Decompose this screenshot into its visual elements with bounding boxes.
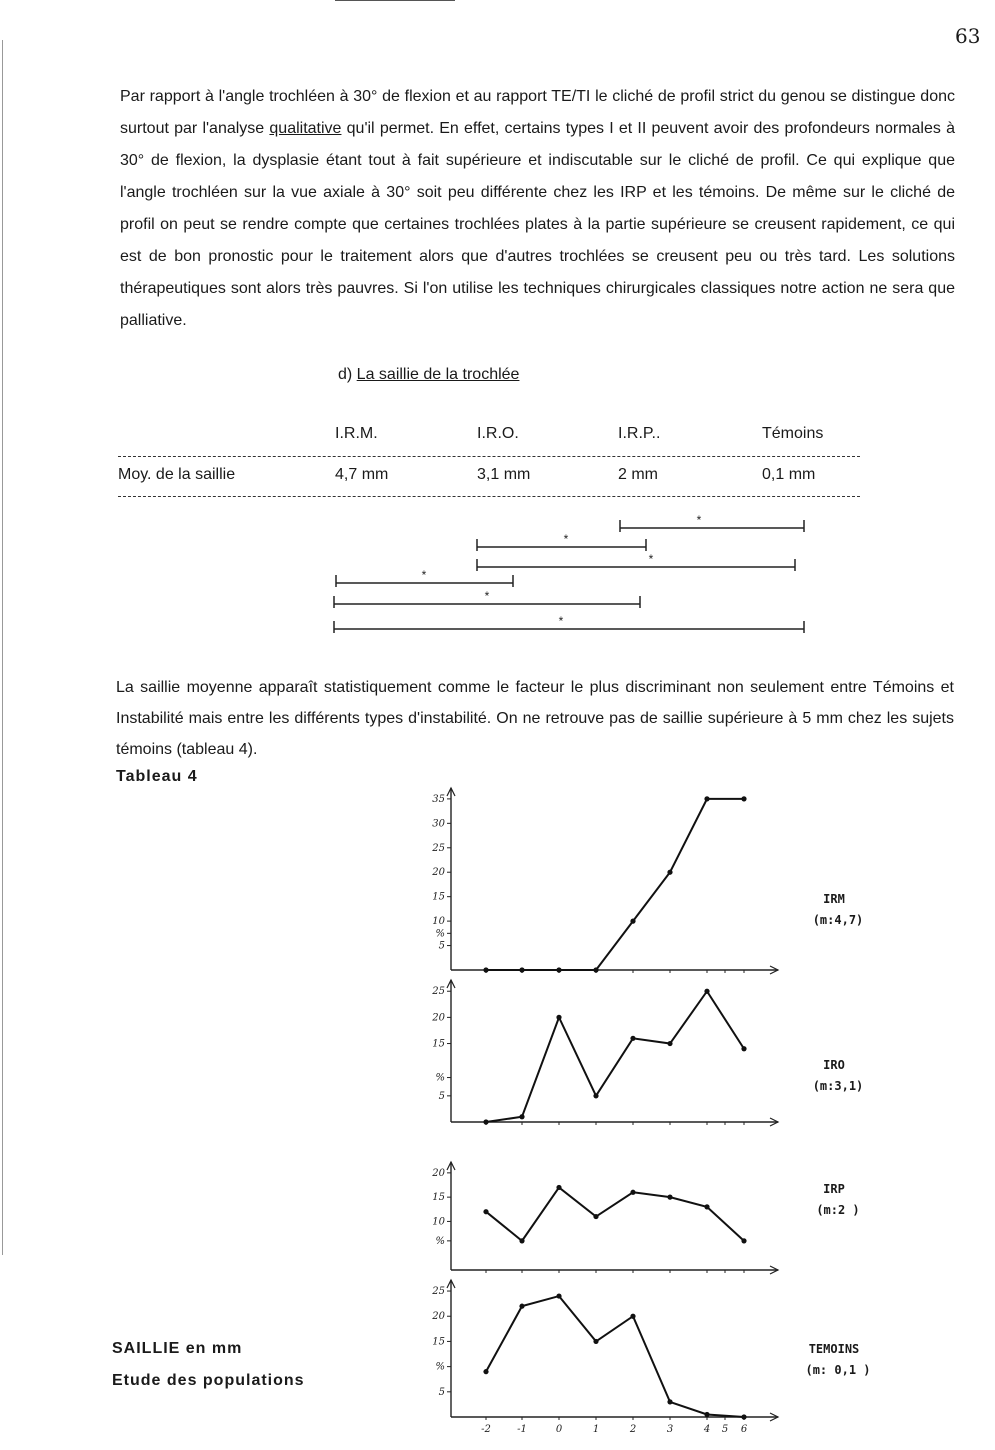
data-point bbox=[704, 1204, 709, 1209]
x-tick-label: 3 bbox=[666, 1424, 674, 1435]
table-cell-irp: 2 mm bbox=[618, 466, 658, 483]
series-mean-label: (m:2 ) bbox=[816, 1203, 860, 1217]
data-point bbox=[741, 1046, 746, 1051]
data-point bbox=[593, 1214, 598, 1219]
series-line bbox=[486, 991, 744, 1122]
data-point bbox=[519, 1304, 524, 1309]
y-tick-label: 25 bbox=[432, 986, 445, 998]
table-header-iro: I.R.O. bbox=[477, 425, 519, 442]
paragraph-discriminant: La saillie moyenne apparaît statistiquement comme le facteur le plus discriminant non seulement entre Témoins et Instabilité mais entre les différents types d'instabilité. On ne retrouve pas de saillie supérieure à 5 mm chez les sujets témoins (tableau 4). bbox=[116, 679, 954, 758]
table-cell-iro: 3,1 mm bbox=[477, 466, 531, 483]
y-tick-label: 25 bbox=[432, 842, 445, 854]
x-tick-label: -1 bbox=[517, 1424, 527, 1435]
series-mean-label: (m:3,1) bbox=[812, 1079, 864, 1093]
y-tick-label: % bbox=[435, 1235, 445, 1247]
data-point bbox=[556, 1185, 561, 1190]
data-point bbox=[519, 1114, 524, 1119]
y-tick-label: 20 bbox=[432, 1012, 445, 1024]
data-point bbox=[704, 796, 709, 801]
x-tick-label: 5 bbox=[721, 1424, 729, 1435]
y-tick-label: 20 bbox=[432, 1311, 445, 1323]
data-point bbox=[556, 967, 561, 972]
table-cell-temoins: 0,1 mm bbox=[762, 466, 816, 483]
data-point bbox=[741, 796, 746, 801]
significance-star: * bbox=[563, 532, 569, 546]
caption-line-1: SAILLIE en mm bbox=[112, 1340, 243, 1357]
series-line bbox=[486, 799, 744, 970]
data-point bbox=[556, 1015, 561, 1020]
y-tick-label: 30 bbox=[432, 818, 445, 830]
paragraph-text: qu'il permet. En effet, certains types I et II peuvent avoir des profondeurs normales à 30° de flexion, la dysplasie étant tout à fait supérieure et indiscutable sur le cliché de profil. Ce qui explique que l'angle trochléen sur la vue axiale à 30° soit peu différente chez les IRP et les témoins. De même sur le cliché de profil on peut se rendre compte que certaines trochlées plates à la partie supérieure se creusent rapidement, ce qui est de bon pronostic pour le traitement alors que d'autres trochlées se creusent peu ou très tard. Les solutions thérapeutiques sont alors très pauvres. Si l'on utilise les techniques chirurgicales classiques notre action ne sera que palliative. bbox=[120, 120, 955, 329]
caption-line-2: Etude des populations bbox=[112, 1372, 305, 1389]
page-number: 63 bbox=[955, 24, 981, 48]
data-point bbox=[667, 1041, 672, 1046]
section-prefix: d) bbox=[338, 366, 357, 383]
significance-star: * bbox=[696, 513, 702, 527]
table-header-irm: I.R.M. bbox=[335, 425, 378, 442]
data-point bbox=[741, 1414, 746, 1419]
x-tick-label: 0 bbox=[555, 1424, 563, 1435]
x-tick-label: 4 bbox=[703, 1424, 711, 1435]
data-point bbox=[519, 1238, 524, 1243]
tableau-label: Tableau 4 bbox=[116, 768, 198, 785]
series-mean-label: (m: 0,1 ) bbox=[805, 1363, 871, 1377]
series-label: IRM bbox=[823, 892, 845, 906]
y-tick-label: % bbox=[435, 1361, 445, 1373]
y-tick-label: 5 bbox=[438, 1090, 445, 1102]
x-tick-label: -2 bbox=[481, 1424, 491, 1435]
series-label: IRO bbox=[823, 1058, 845, 1072]
data-point bbox=[556, 1293, 561, 1298]
x-tick-label: 2 bbox=[629, 1424, 637, 1435]
y-tick-label: 15 bbox=[432, 891, 445, 903]
y-tick-label: 5 bbox=[438, 1386, 445, 1398]
series-mean-label: (m:4,7) bbox=[812, 913, 864, 927]
y-tick-label: 15 bbox=[432, 1038, 445, 1050]
data-point bbox=[667, 870, 672, 875]
data-point bbox=[483, 967, 488, 972]
y-tick-label: 15 bbox=[432, 1336, 445, 1348]
series-label: TEMOINS bbox=[808, 1342, 860, 1356]
table-header-irp: I.R.P.. bbox=[618, 425, 661, 442]
y-tick-label: 10 bbox=[432, 916, 445, 928]
y-tick-label: 20 bbox=[432, 1167, 445, 1179]
data-point bbox=[483, 1209, 488, 1214]
data-point bbox=[741, 1238, 746, 1243]
data-point bbox=[630, 1314, 635, 1319]
data-point bbox=[593, 1093, 598, 1098]
y-tick-label: 10 bbox=[432, 1216, 445, 1228]
data-point bbox=[704, 989, 709, 994]
significance-star: * bbox=[558, 614, 564, 628]
y-tick-label: 5 bbox=[438, 940, 445, 952]
series-line bbox=[486, 1296, 744, 1417]
y-tick-label: 15 bbox=[432, 1192, 445, 1204]
table-cell-irm: 4,7 mm bbox=[335, 466, 389, 483]
y-tick-label: % bbox=[435, 1072, 445, 1084]
section-title-text: La saillie de la trochlée bbox=[356, 366, 520, 383]
data-point bbox=[483, 1369, 488, 1374]
underlined-word: qualitative bbox=[269, 120, 342, 137]
significance-star: * bbox=[484, 589, 490, 603]
data-point bbox=[519, 967, 524, 972]
paragraph-text: Par rapport à l'angle trochléen à 30° de flexion et au rapport TE/TI le cliché de profil strict du genou se distingue donc surtout par l'analyse bbox=[120, 88, 955, 137]
data-point bbox=[630, 1036, 635, 1041]
series-line bbox=[486, 1187, 744, 1240]
data-point bbox=[667, 1195, 672, 1200]
data-point bbox=[704, 1412, 709, 1417]
significance-star: * bbox=[421, 568, 427, 582]
significance-star: * bbox=[648, 552, 654, 566]
data-point bbox=[630, 919, 635, 924]
data-point bbox=[483, 1119, 488, 1124]
data-point bbox=[630, 1190, 635, 1195]
y-tick-label: 25 bbox=[432, 1286, 445, 1298]
x-tick-label: 6 bbox=[740, 1424, 748, 1435]
table-row-label: Moy. de la saillie bbox=[118, 466, 236, 483]
table-header-temoins: Témoins bbox=[762, 425, 824, 442]
x-tick-label: 1 bbox=[592, 1424, 600, 1435]
y-tick-label: 20 bbox=[432, 867, 445, 879]
data-point bbox=[593, 1339, 598, 1344]
series-label: IRP bbox=[823, 1182, 845, 1196]
y-tick-label: % bbox=[435, 928, 445, 940]
y-tick-label: 35 bbox=[432, 793, 445, 805]
data-point bbox=[593, 967, 598, 972]
data-point bbox=[667, 1399, 672, 1404]
